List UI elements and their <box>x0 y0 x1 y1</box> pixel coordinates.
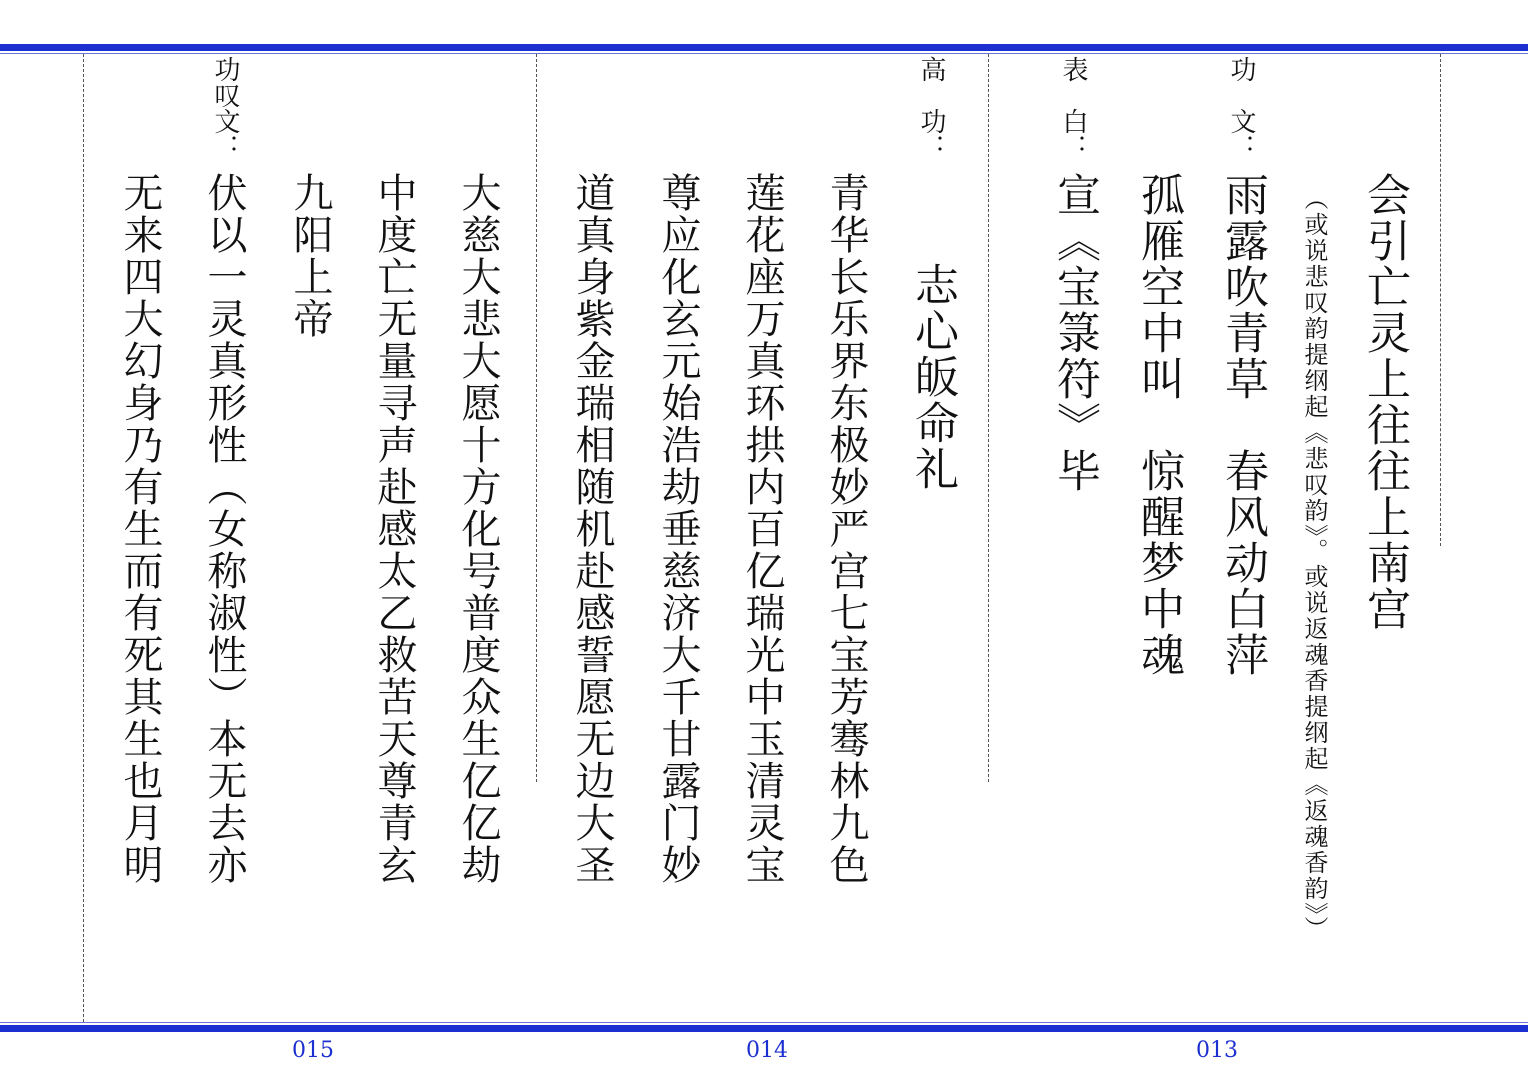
page-015-line-1: 九阳上帝 <box>287 172 333 340</box>
page-014-line-2: 莲花座万真环拱内百亿瑞光中玉清灵宝 <box>739 172 785 886</box>
page-014-line-5: 大慈大悲大愿十方化号普度众生亿亿劫 <box>455 172 501 886</box>
page-divider-013-014 <box>988 54 989 782</box>
page-013-line-3: 宣《宝箓符》毕 <box>1049 172 1100 494</box>
top-border-inner <box>0 53 1528 54</box>
page-013-line-1: 雨露吹青草 春风动白萍 <box>1217 172 1268 678</box>
page-number-013: 013 <box>1196 1038 1238 1063</box>
bottom-border-inner <box>0 1022 1528 1023</box>
page-014-label-gaogong: 高 功： <box>916 56 946 160</box>
page-divider-014-015 <box>536 54 537 782</box>
page-013-note: （或说悲叹韵提纲起《悲叹韵》。或说返魂香提纲起《返魂香韵》） <box>1300 186 1328 942</box>
page-014-line-1: 青华长乐界东极妙严宫七宝芳骞林九色 <box>823 172 869 886</box>
page-number-015: 015 <box>292 1038 334 1063</box>
page-013-label-biaobai: 表 白： <box>1058 56 1088 160</box>
page-013-label-gongwen: 功 文： <box>1226 56 1256 160</box>
page-014-line-4: 道真身紫金瑞相随机赴感誓愿无边大圣 <box>569 172 615 886</box>
page-015-line-2: 伏以一灵真形性（女称淑性）本无去亦 <box>201 172 247 886</box>
page-015-label-gongtanwen: 功叹文： <box>210 56 240 160</box>
page-013-right-margin <box>1440 54 1441 546</box>
bottom-border <box>0 1025 1528 1032</box>
page-015-left-margin <box>83 54 84 1022</box>
page-015-line-3: 无来四大幻身乃有生而有死其生也月明 <box>117 172 163 886</box>
page-014-line-6: 中度亡无量寻声赴感太乙救苦天尊青玄 <box>371 172 417 886</box>
page-013-line-2: 孤雁空中叫 惊醒梦中魂 <box>1133 172 1184 678</box>
page-number-014: 014 <box>746 1038 788 1063</box>
page-014-heading: 志心皈命礼 <box>907 262 958 492</box>
page-013-title: 会引亡灵上往往上南宫 <box>1359 172 1410 632</box>
page-014-line-3: 尊应化玄元始浩劫垂慈济大千甘露门妙 <box>655 172 701 886</box>
top-border <box>0 44 1528 51</box>
